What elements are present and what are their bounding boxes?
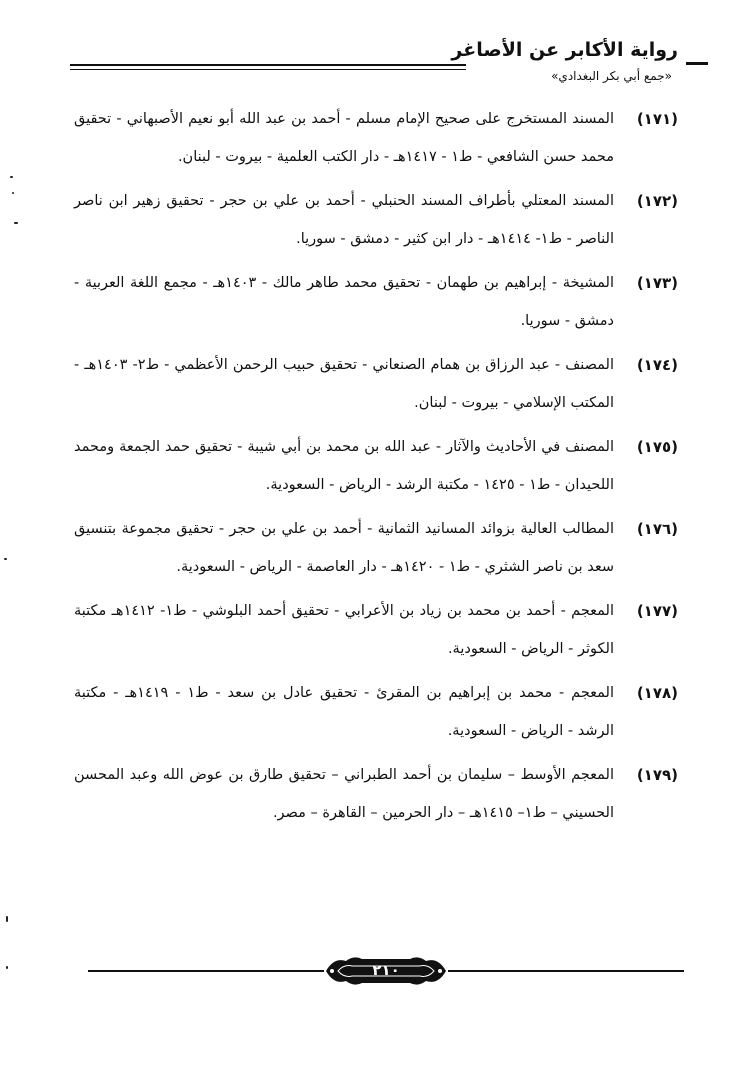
- footer-rule-right: [448, 970, 684, 972]
- entry-text: المطالب العالية بزوائد المسانيد الثمانية - أحمد بن علي بن حجر - تحقيق مجموعة بتنسيق سعد بن ناصر الشثري - ط١ - ١٤٢٠هـ - دار العاصمة - الرياض - السعودية.: [74, 521, 614, 575]
- bibliography-entry: [74, 674, 678, 750]
- entry-text: المصنف - عبد الرزاق بن همام الصنعاني - تحقيق حبيب الرحمن الأعظمي - ط٢- ١٤٠٣هـ - المكتب الإسلامي - بيروت - لبنان.: [74, 357, 615, 411]
- entry-text: المصنف في الأحاديث والآثار - عبد الله بن محمد بن أبي شيبة - تحقيق حمد الجمعة ومحمد اللحيدان - ط١ - ١٤٢٥ - مكتبة الرشد - الرياض - السعودية.: [74, 439, 614, 493]
- scan-mark: [4, 558, 7, 560]
- entry-text: المسند المعتلي بأطراف المسند الحنبلي - أحمد بن علي بن حجر - تحقيق زهير ابن ناصر الناصر - ط١- ١٤١٤هـ - دار ابن كثير - دمشق - سوريا.: [74, 193, 614, 247]
- scan-mark: [6, 916, 8, 922]
- entry-number: (١٧٥): [636, 438, 678, 456]
- entry-number: (١٧١): [636, 110, 678, 128]
- page-number: ٢١٠: [372, 961, 400, 979]
- bibliography-entry: [74, 182, 678, 258]
- entry-number: (١٧٣): [636, 274, 678, 292]
- bibliography-entry: [74, 346, 678, 422]
- page-number-cartouche: [324, 953, 448, 989]
- page-footer: [88, 953, 684, 989]
- entry-number: (١٧٦): [636, 520, 678, 538]
- entry-number: (١٧٤): [636, 356, 678, 374]
- book-title: رواية الأكابر عن الأصاغر: [451, 39, 678, 61]
- bibliography-entry: [74, 510, 678, 586]
- entry-number: (١٧٨): [636, 684, 678, 702]
- scan-mark: [12, 192, 14, 194]
- entry-text: المسند المستخرج على صحيح الإمام مسلم - أحمد بن عبد الله أبو نعيم الأصبهاني - تحقيق محمد حسن الشافعي - ط١ - ١٤١٧هـ - دار الكتب العلمية - بيروت - لبنان.: [74, 111, 614, 165]
- scan-mark: [10, 176, 13, 178]
- entry-text: المعجم - محمد بن إبراهيم بن المقرئ - تحقيق عادل بن سعد - ط١ - ١٤١٩هـ - مكتبة الرشد - الرياض - السعودية.: [74, 685, 614, 739]
- bibliography-entry: [74, 592, 678, 668]
- entry-number: (١٧٧): [636, 602, 678, 620]
- scan-mark: [14, 222, 18, 224]
- running-header: [66, 38, 686, 88]
- entry-text: المعجم - أحمد بن محمد بن زياد بن الأعرابي - تحقيق أحمد البلوشي - ط١- ١٤١٢هـ مكتبة الكوثر - الرياض - السعودية.: [74, 603, 615, 657]
- header-rule-tick: [686, 62, 708, 65]
- book-subtitle: «جمع أبي بكر البغدادي»: [551, 69, 672, 83]
- bibliography-entry: [74, 100, 678, 176]
- entry-number: (١٧٩): [636, 766, 678, 784]
- entry-text: المشيخة - إبراهيم بن طهمان - تحقيق محمد طاهر مالك - ١٤٠٣هـ - مجمع اللغة العربية - دمشق - سوريا.: [74, 275, 615, 329]
- bibliography-entry: [74, 264, 678, 340]
- scan-mark: [6, 966, 8, 969]
- bibliography-list: [74, 100, 678, 838]
- bibliography-entry: [74, 756, 678, 832]
- bibliography-entry: [74, 428, 678, 504]
- header-rule-thin: [70, 69, 466, 70]
- entry-number: (١٧٢): [636, 192, 678, 210]
- entry-text: المعجم الأوسط – سليمان بن أحمد الطبراني – تحقيق طارق بن عوض الله وعبد المحسن الحسيني – ط١– ١٤١٥هـ – دار الحرمين – القاهرة – مصر.: [74, 767, 614, 821]
- footer-rule-left: [88, 970, 324, 972]
- header-rule-thick: [70, 64, 466, 66]
